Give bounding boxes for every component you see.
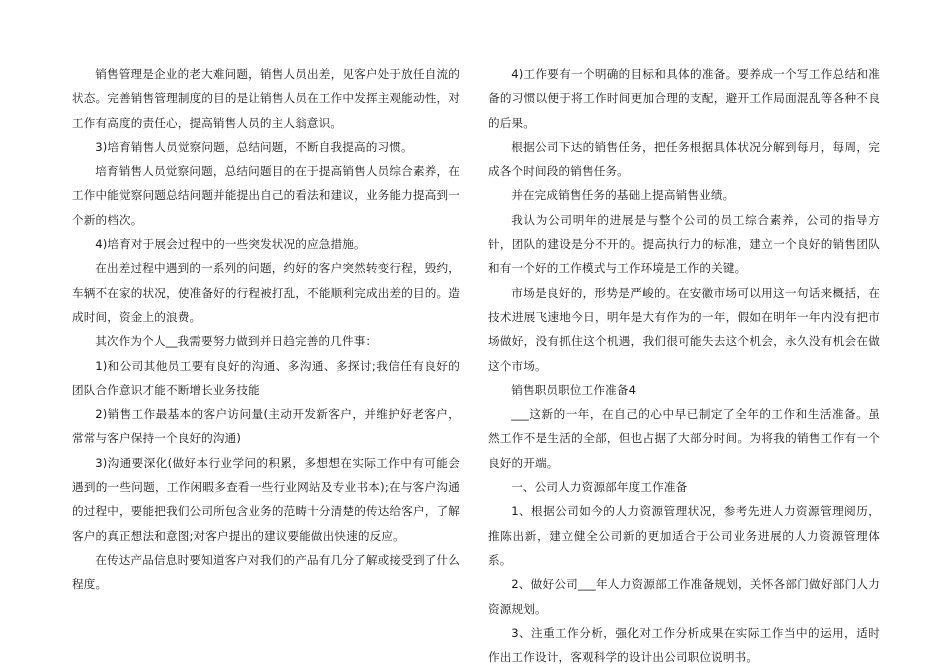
left-column [72,62,460,597]
paragraph: 4)培育对于展会过程中的一些突发状况的应急措施。 [95,237,366,252]
paragraph: 我认为公司明年的进展是与整个公司的员工综合素养，公司的指导方针，团队的建设是分不开的。提高执行力的标准，建立一个良好的销售团队和有一个好的工作模式与工作环境是工作的关键。 [488,212,880,276]
right-column [488,62,880,669]
paragraph: 其次作为个人__我需要努力做到并日趋完善的几件事： [95,334,378,349]
paragraph: 4)工作要有一个明确的目标和具体的准备。要养成一个写工作总结和准备的习惯以便于将工作时间更加合理的支配，避开工作局面混乱等各种不良的后果。 [488,67,880,130]
section-heading: 销售职员职位工作准备4 [511,382,637,397]
paragraph: 市场是良好的，形势是严峻的。在安徽市场可以用这一句话来概括，在技术进展飞速地今日，明年是大有作为的一年，假如在明年一年内没有把市场做好，没有抓住这个机遇，我们很可能失去这个机会，永久没有机会在做这个市场。 [488,285,880,373]
paragraph: 1)和公司其他员工要有良好的沟通、多沟通、多探讨;我信任有良好的团队合作意识才能不断增长业务技能 [72,358,460,397]
paragraph: 2、做好公司___年人力资源部工作准备规划，关怀各部门做好部门人力资源规划。 [488,577,880,616]
paragraph: 在出差过程中遇到的一系列的问题，约好的客户突然转变行程，毁约，车辆不在家的状况，使准备好的行程被打乱，不能顺利完成出差的目的。造成时间，资金上的浪费。 [72,261,460,324]
paragraph: 在传达产品信息时要知道客户对我们的产品有几分了解或接受到了什么程度。 [72,552,460,592]
paragraph: 2)销售工作最基本的客户访问量(主动开发新客户，并维护好老客户，常常与客户保持一个良好的沟通) [72,407,460,446]
paragraph: 3)培育销售人员觉察问题，总结问题，不断自我提高的习惯。 [95,139,413,154]
paragraph: 销售管理是企业的老大难问题，销售人员出差，见客户处于放任自流的状态。完善销售管理制度的目的是让销售人员在工作中发挥主观能动性，对工作有高度的责任心，提高销售人员的主人翁意识。 [72,67,460,130]
paragraph: 培育销售人员觉察问题，总结问题目的在于提高销售人员综合素养，在工作中能觉察问题总结问题并能提出自己的看法和建议，业务能力提高到一个新的档次。 [72,164,460,227]
paragraph: 1、根据公司如今的人力资源管理状况，参考先进人力资源管理阅历，推陈出新，建立健全公司新的更加适合于公司业务进展的人力资源管理体系。 [488,504,880,567]
paragraph: 3)沟通要深化(做好本行业学问的积累，多想想在实际工作中有可能会遇到的一些问题，工作闲暇多查看一些行业网站及专业书本);在与客户沟通的过程中，要能把我们公司所包含业务的范畴十分清楚的传达给客户，了解客户的真正想法和意图;对客户提出的建议要能做出快速的反应。 [72,455,460,543]
paragraph: 根据公司下达的销售任务，把任务根据具体状况分解到每月，每周，完成各个时间段的销售任务。 [488,139,880,179]
paragraph: 并在完成销售任务的基础上提高销售业绩。 [511,188,735,203]
paragraph: ___这新的一年，在自己的心中早已制定了全年的工作和生活准备。虽然工作不是生活的全部，但也占据了大部分时间。为将我的销售工作有一个良好的开端。 [488,407,880,470]
section-heading: 一、公司人力资源部年度工作准备 [511,480,688,495]
paragraph: 3、注重工作分析，强化对工作分析成果在实际工作当中的运用，适时作出工作设计，客观科学的设计出公司职位说明书。 [488,625,880,665]
